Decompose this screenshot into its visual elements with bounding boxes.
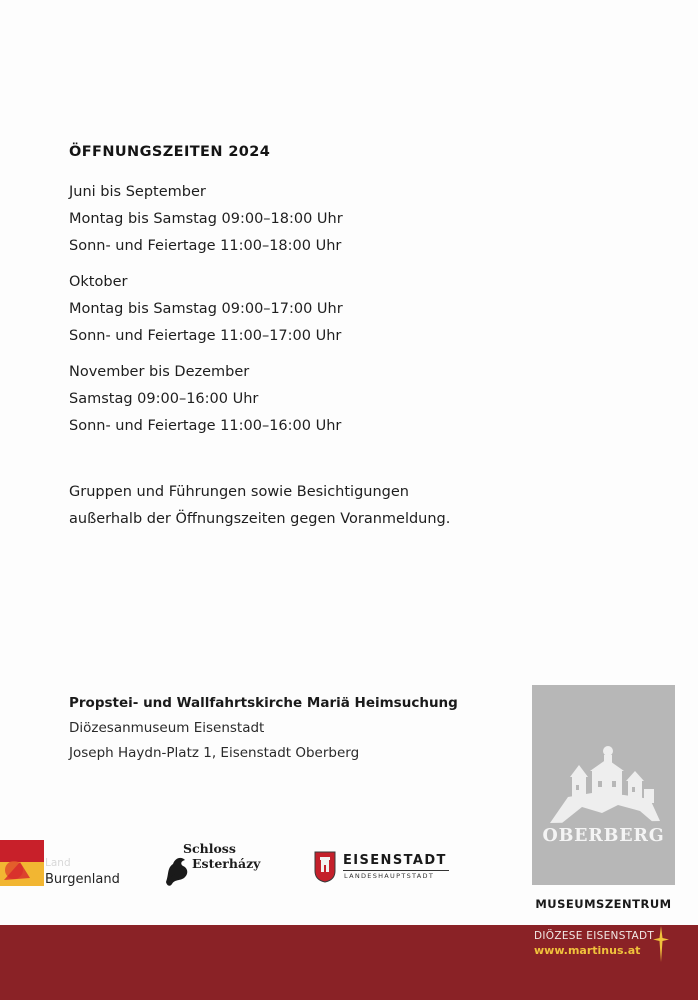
- group-note-line: Gruppen und Führungen sowie Besichtigungen: [69, 484, 409, 500]
- griffin-icon: [163, 852, 191, 888]
- period-label: Oktober: [69, 274, 128, 290]
- period-line: Samstag 09:00–16:00 Uhr: [69, 391, 259, 407]
- castle-silhouette-icon: [532, 685, 675, 885]
- period-label: November bis Dezember: [69, 364, 250, 380]
- period-line: Sonn- und Feiertage 11:00–16:00 Uhr: [69, 418, 342, 434]
- eisenstadt-wordmark: EISENSTADT: [343, 853, 447, 868]
- cross-icon: [651, 924, 671, 964]
- burgenland-small-label: Land: [45, 857, 71, 869]
- period-line: Montag bis Samstag 09:00–18:00 Uhr: [69, 211, 343, 227]
- esterhazy-line1: Schloss: [183, 841, 236, 856]
- period-label: Juni bis September: [69, 184, 206, 200]
- period-june-september: [69, 179, 343, 260]
- eisenstadt-crest-icon: [314, 851, 336, 883]
- burgenland-label: Burgenland: [45, 872, 120, 887]
- eisenstadt-subtitle: LANDESHAUPTSTADT: [344, 872, 435, 880]
- church-name: Propstei- und Wallfahrtskirche Mariä Heimsuchung: [69, 695, 458, 711]
- museum-name: Diözesanmuseum Eisenstadt: [69, 720, 265, 736]
- period-november-december: [69, 359, 341, 440]
- museumszentrum-label: MUSEUMSZENTRUM: [535, 897, 672, 911]
- period-october: [69, 269, 343, 350]
- period-line: Sonn- und Feiertage 11:00–18:00 Uhr: [69, 238, 342, 254]
- oberberg-logo: [532, 685, 675, 885]
- street-address: Joseph Haydn-Platz 1, Eisenstadt Oberberg: [69, 745, 360, 761]
- oberberg-wordmark: OBERBERG: [542, 826, 665, 846]
- period-line: Montag bis Samstag 09:00–17:00 Uhr: [69, 301, 343, 317]
- diocese-label: DIÖZESE EISENSTADT: [534, 930, 655, 942]
- esterhazy-line2: Esterházy: [192, 856, 261, 871]
- burgenland-flag-icon: [0, 840, 44, 886]
- period-line: Sonn- und Feiertage 11:00–17:00 Uhr: [69, 328, 342, 344]
- opening-hours-heading: ÖFFNUNGSZEITEN 2024: [69, 144, 271, 160]
- group-note-line: außerhalb der Öffnungszeiten gegen Voranmeldung.: [69, 511, 451, 527]
- group-tours-note: [69, 479, 450, 533]
- address-block: [69, 691, 458, 766]
- website-link[interactable]: www.martinus.at: [534, 944, 641, 957]
- eisenstadt-divider: [343, 870, 449, 871]
